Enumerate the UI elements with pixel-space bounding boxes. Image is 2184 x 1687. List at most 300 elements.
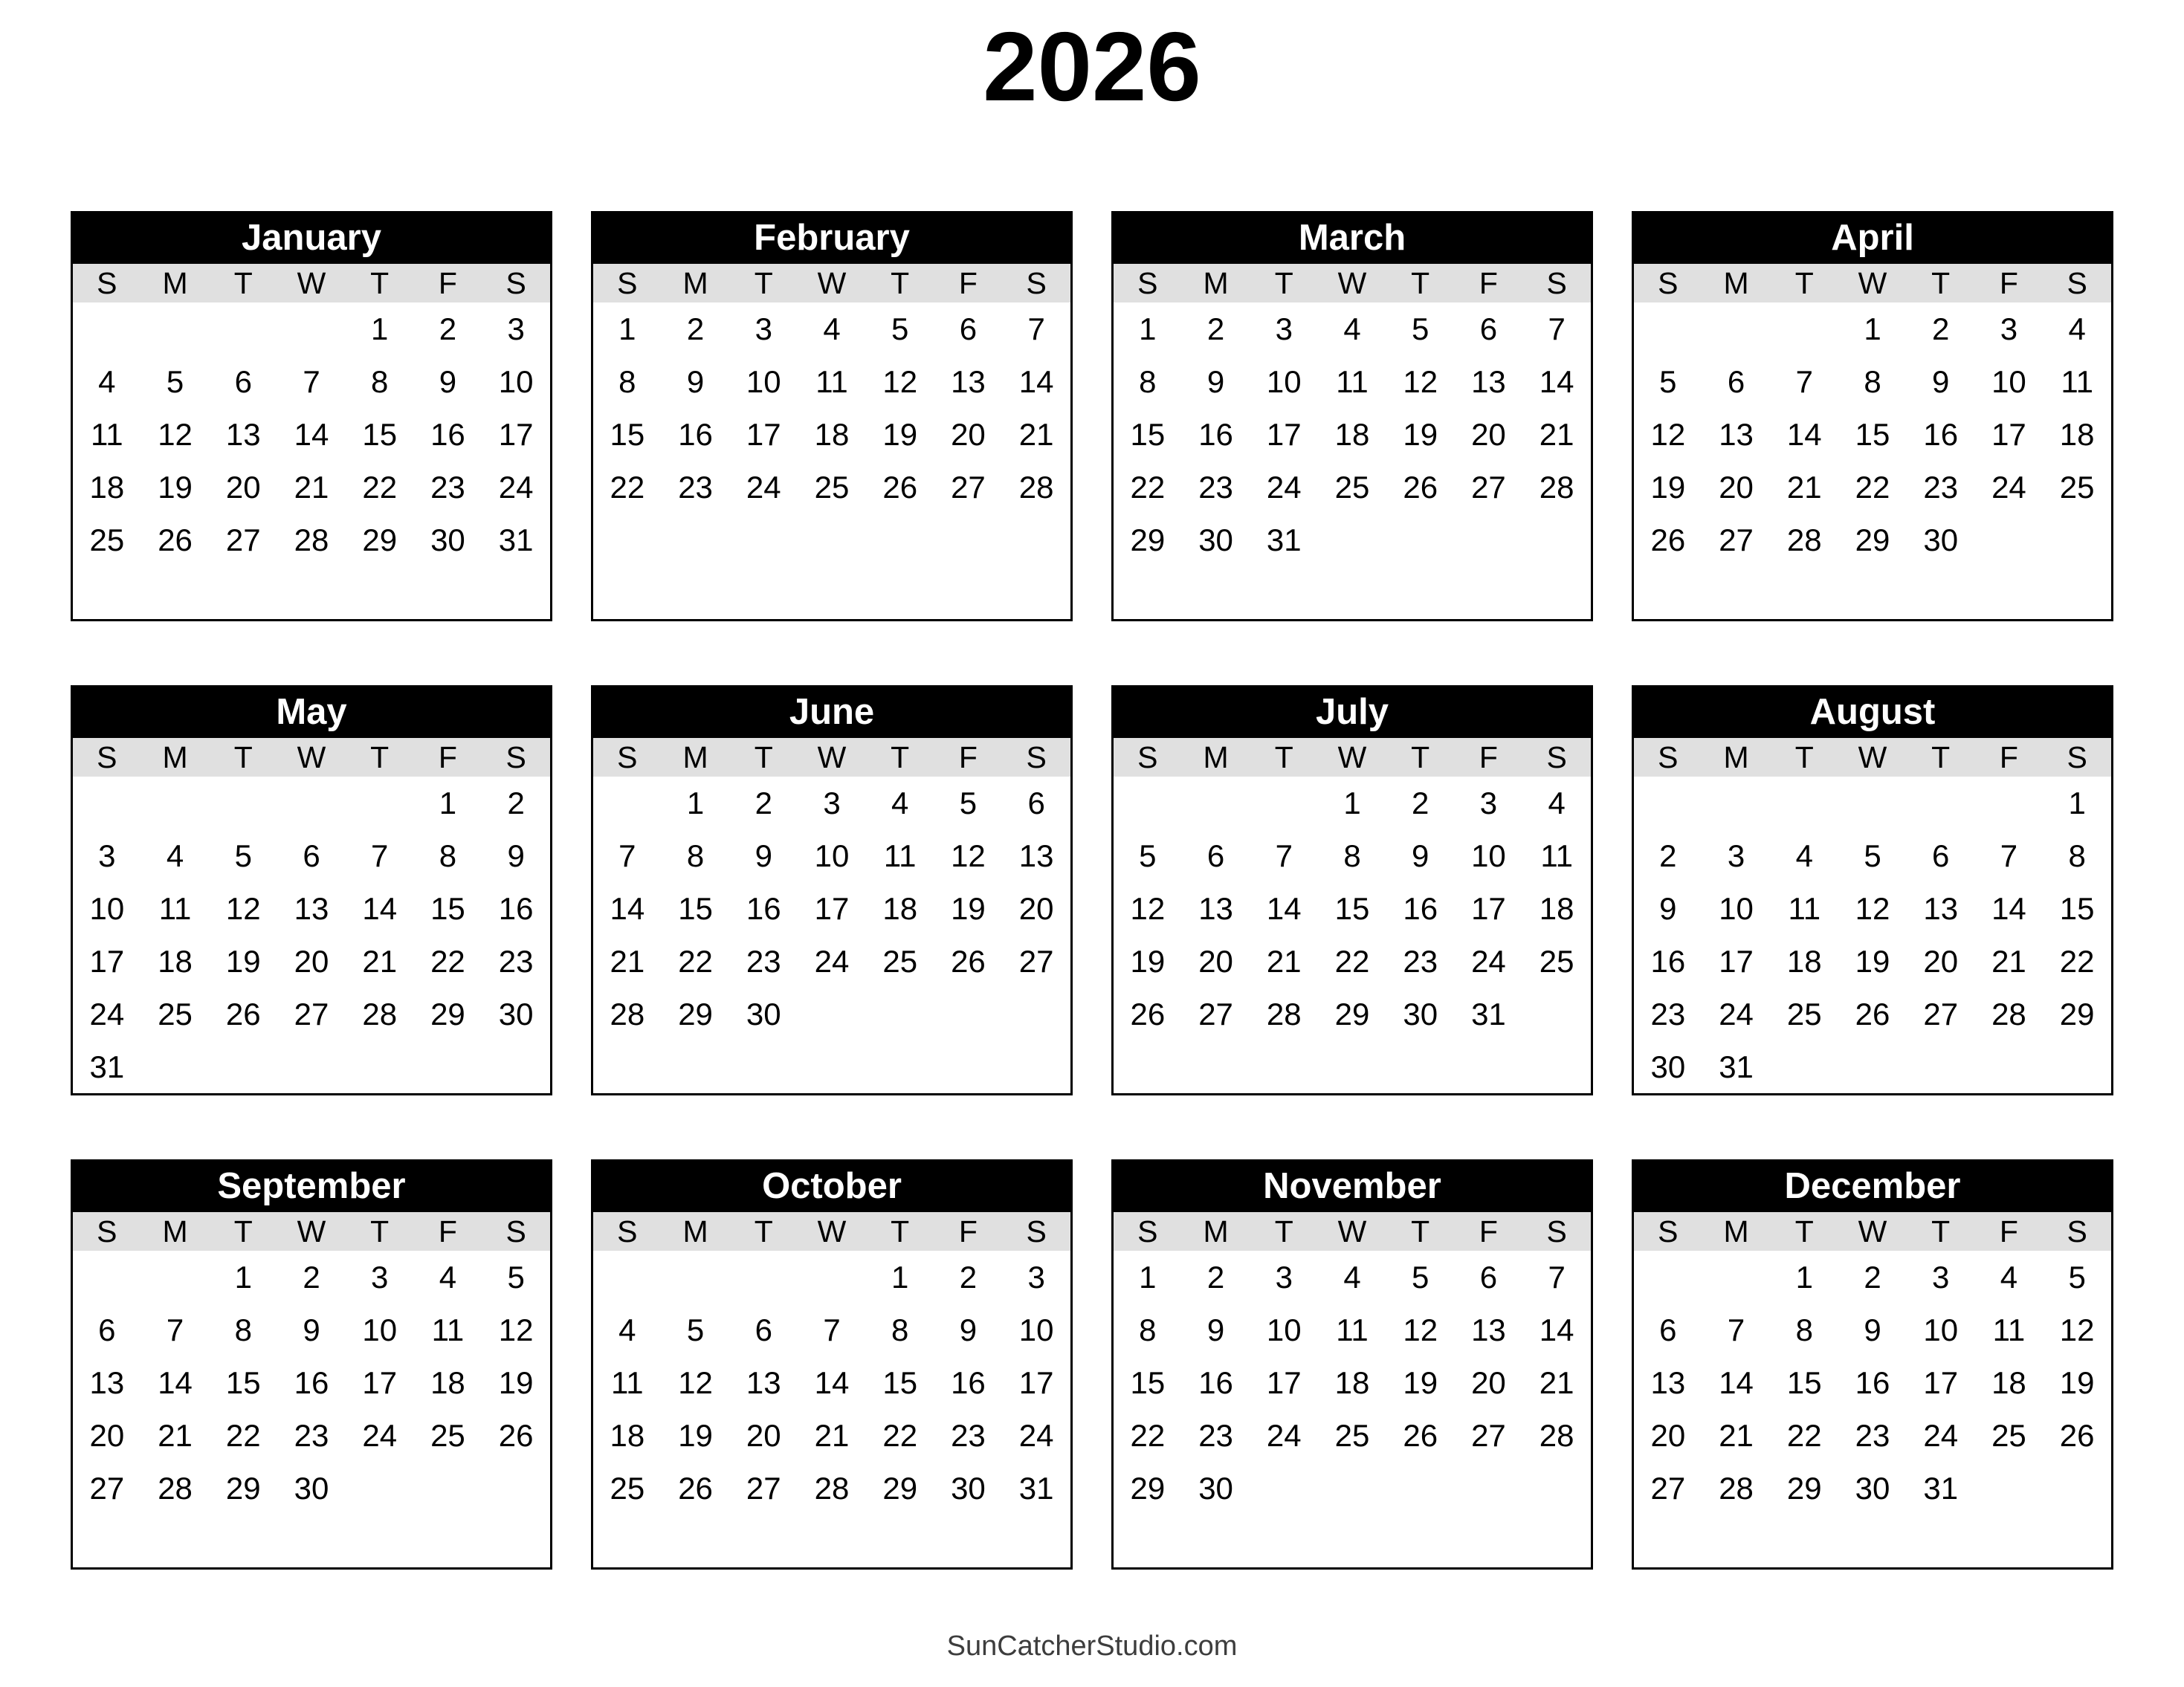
weekday-label: M <box>162 266 188 300</box>
weekday-label: S <box>1658 1214 1679 1249</box>
day-cell: 7 <box>1275 838 1293 873</box>
week-row <box>73 829 550 882</box>
day-cell: 4 <box>618 1312 636 1347</box>
day-cell: 14 <box>610 891 645 926</box>
day-cell: 13 <box>1471 1312 1506 1347</box>
day-cell: 29 <box>2059 997 2095 1032</box>
day-cell: 20 <box>746 1418 781 1453</box>
week-row <box>593 1409 1070 1462</box>
day-cell: 3 <box>1479 786 1498 820</box>
day-cell-empty <box>1838 1040 1907 1093</box>
weekday-label: S <box>617 740 638 774</box>
day-cell: 26 <box>1130 997 1166 1032</box>
day-cell: 19 <box>225 944 261 979</box>
month-title: December <box>1634 1162 2111 1212</box>
day-cell: 11 <box>1788 891 1821 926</box>
day-cell: 20 <box>951 417 986 452</box>
month-body <box>73 302 550 619</box>
weekday-label: W <box>297 740 326 774</box>
day-cell: 5 <box>1864 838 1881 873</box>
day-cell: 28 <box>1539 470 1574 505</box>
day-cell: 10 <box>498 364 534 399</box>
week-row <box>1634 355 2111 408</box>
day-cell: 14 <box>1786 417 1822 452</box>
day-cell: 2 <box>507 786 525 820</box>
weekday-label: W <box>1858 1214 1887 1249</box>
weekday-row <box>593 264 1070 302</box>
day-cell: 12 <box>678 1365 713 1400</box>
weekday-label: M <box>682 740 708 774</box>
day-cell: 2 <box>686 311 705 346</box>
day-cell: 2 <box>303 1260 320 1295</box>
day-cell: 6 <box>1932 838 1950 873</box>
day-cell-empty <box>1386 514 1455 566</box>
day-cell: 29 <box>430 997 465 1032</box>
weekday-row <box>1114 264 1591 302</box>
day-cell: 3 <box>1027 1260 1045 1295</box>
day-cell: 4 <box>439 1260 457 1295</box>
month-body <box>593 777 1070 1093</box>
day-cell-empty <box>2043 1462 2111 1515</box>
week-row <box>593 988 1070 1040</box>
day-cell: 23 <box>498 944 534 979</box>
week-row <box>73 935 550 988</box>
day-cell-empty <box>1770 302 1838 355</box>
day-cell: 5 <box>507 1260 525 1295</box>
day-cell: 4 <box>1795 838 1813 873</box>
weekday-label: S <box>1658 740 1679 774</box>
week-row <box>593 882 1070 935</box>
day-cell: 17 <box>814 891 850 926</box>
day-cell: 7 <box>1027 311 1045 346</box>
weekday-label: F <box>1999 1214 2018 1249</box>
week-row <box>1114 514 1591 566</box>
day-cell: 9 <box>1206 364 1225 399</box>
day-cell: 3 <box>1727 838 1745 873</box>
day-cell-empty <box>2043 514 2111 566</box>
day-cell: 2 <box>1864 1260 1881 1295</box>
day-cell: 25 <box>1991 1418 2026 1453</box>
day-cell: 19 <box>882 417 918 452</box>
week-row <box>73 1040 550 1093</box>
day-cell-empty <box>482 1462 550 1515</box>
day-cell: 17 <box>1719 944 1754 979</box>
day-cell: 19 <box>1403 1365 1438 1400</box>
day-cell: 25 <box>430 1418 465 1453</box>
week-row <box>1114 1462 1591 1515</box>
day-cell: 8 <box>1139 1312 1157 1347</box>
day-cell: 8 <box>1795 1312 1813 1347</box>
day-cell: 6 <box>1479 1260 1498 1295</box>
weekday-label: T <box>1931 1214 1951 1249</box>
weekday-label: W <box>297 1214 326 1249</box>
day-cell: 12 <box>225 891 261 926</box>
day-cell: 14 <box>362 891 398 926</box>
day-cell: 31 <box>89 1049 125 1084</box>
day-cell: 13 <box>746 1365 781 1400</box>
day-cell-empty <box>141 1040 210 1093</box>
week-row <box>1114 408 1591 461</box>
week-row <box>1634 408 2111 461</box>
day-cell: 28 <box>1719 1471 1754 1506</box>
day-cell: 7 <box>2000 838 2018 873</box>
day-cell-empty <box>1002 988 1070 1040</box>
weekday-label: W <box>1337 740 1367 774</box>
weekday-label: W <box>817 1214 847 1249</box>
month-body <box>1634 1251 2111 1567</box>
day-cell: 17 <box>1266 417 1302 452</box>
day-cell-empty <box>1634 777 1702 829</box>
weekday-label: W <box>817 740 847 774</box>
day-cell: 28 <box>158 1471 193 1506</box>
day-cell: 10 <box>1991 364 2026 399</box>
week-row <box>73 1356 550 1409</box>
day-cell: 18 <box>610 1418 645 1453</box>
weekday-label: F <box>1479 1214 1498 1249</box>
day-cell: 30 <box>1923 522 1959 557</box>
day-cell: 26 <box>158 522 193 557</box>
day-cell: 26 <box>678 1471 713 1506</box>
day-cell: 23 <box>430 470 465 505</box>
weekday-label: F <box>1999 740 2018 774</box>
weekday-label: T <box>233 1214 253 1249</box>
day-cell: 12 <box>1855 891 1890 926</box>
month-february <box>591 211 1073 621</box>
day-cell: 10 <box>1719 891 1754 926</box>
day-cell: 6 <box>755 1312 772 1347</box>
week-row <box>593 1251 1070 1304</box>
day-cell: 17 <box>1471 891 1506 926</box>
day-cell-empty <box>1182 777 1250 829</box>
month-body <box>1114 1251 1591 1567</box>
day-cell: 22 <box>678 944 713 979</box>
day-cell: 2 <box>439 311 457 346</box>
weekday-row <box>1634 738 2111 777</box>
day-cell: 5 <box>1412 1260 1429 1295</box>
month-body <box>1634 777 2111 1093</box>
month-march <box>1111 211 1593 621</box>
weekday-label: S <box>97 1214 117 1249</box>
day-cell: 25 <box>2059 470 2095 505</box>
week-row <box>593 302 1070 355</box>
weekday-label: T <box>1794 740 1814 774</box>
month-title: July <box>1114 687 1591 738</box>
week-row <box>73 1409 550 1462</box>
week-row <box>1114 355 1591 408</box>
day-cell: 17 <box>1991 417 2026 452</box>
day-cell: 30 <box>746 997 781 1032</box>
day-cell: 22 <box>882 1418 918 1453</box>
day-cell: 27 <box>746 1471 781 1506</box>
day-cell: 12 <box>1403 1312 1438 1347</box>
day-cell-empty <box>1975 514 2044 566</box>
day-cell: 29 <box>1334 997 1370 1032</box>
day-cell: 3 <box>823 786 841 820</box>
weekday-label: T <box>891 1214 910 1249</box>
day-cell: 27 <box>1923 997 1959 1032</box>
day-cell: 23 <box>1650 997 1686 1032</box>
day-cell: 18 <box>814 417 850 452</box>
day-cell: 2 <box>755 786 772 820</box>
day-cell-empty <box>346 1462 414 1515</box>
weekday-row <box>1114 1212 1591 1251</box>
weekday-label: S <box>1137 266 1158 300</box>
week-row <box>1634 1462 2111 1515</box>
day-cell: 25 <box>1334 1418 1370 1453</box>
weekday-label: T <box>370 266 390 300</box>
day-cell: 10 <box>1266 364 1302 399</box>
day-cell: 16 <box>1198 1365 1233 1400</box>
week-row <box>1114 935 1591 988</box>
week-row <box>1634 1251 2111 1304</box>
day-cell: 21 <box>1539 417 1574 452</box>
day-cell: 4 <box>2000 1260 2018 1295</box>
day-cell: 22 <box>1130 1418 1166 1453</box>
weekday-label: W <box>1858 266 1887 300</box>
day-cell: 9 <box>686 364 705 399</box>
day-cell: 15 <box>225 1365 261 1400</box>
day-cell: 20 <box>89 1418 125 1453</box>
day-cell: 28 <box>610 997 645 1032</box>
day-cell: 20 <box>225 470 261 505</box>
week-row <box>1634 461 2111 514</box>
day-cell: 11 <box>1992 1312 2026 1347</box>
week-row <box>73 302 550 355</box>
day-cell: 4 <box>2068 311 2086 346</box>
day-cell: 3 <box>2000 311 2018 346</box>
weekday-label: S <box>1546 266 1567 300</box>
day-cell-empty <box>1702 777 1771 829</box>
day-cell: 26 <box>498 1418 534 1453</box>
day-cell: 22 <box>225 1418 261 1453</box>
day-cell: 7 <box>303 364 320 399</box>
month-title: February <box>593 213 1070 264</box>
day-cell: 12 <box>1650 417 1686 452</box>
week-row <box>1114 1409 1591 1462</box>
day-cell: 21 <box>158 1418 193 1453</box>
day-cell: 7 <box>1727 1312 1745 1347</box>
day-cell: 27 <box>1198 997 1233 1032</box>
day-cell: 17 <box>362 1365 398 1400</box>
month-august <box>1632 685 2113 1095</box>
day-cell: 7 <box>371 838 389 873</box>
day-cell: 9 <box>1412 838 1429 873</box>
day-cell: 14 <box>1018 364 1054 399</box>
day-cell: 26 <box>951 944 986 979</box>
day-cell: 18 <box>158 944 193 979</box>
week-row <box>593 355 1070 408</box>
weekday-row <box>1634 1212 2111 1251</box>
day-cell: 17 <box>1018 1365 1054 1400</box>
day-cell: 29 <box>1786 1471 1822 1506</box>
day-cell: 4 <box>1343 311 1361 346</box>
day-cell: 9 <box>1659 891 1677 926</box>
day-cell: 15 <box>882 1365 918 1400</box>
week-row <box>593 461 1070 514</box>
weekday-row <box>1114 738 1591 777</box>
week-row <box>73 988 550 1040</box>
day-cell: 18 <box>882 891 918 926</box>
day-cell: 14 <box>814 1365 850 1400</box>
day-cell: 10 <box>746 364 781 399</box>
weekday-label: S <box>1026 266 1047 300</box>
day-cell: 1 <box>1343 786 1361 820</box>
month-title: August <box>1634 687 2111 738</box>
week-row <box>1114 829 1591 882</box>
day-cell: 1 <box>618 311 636 346</box>
day-cell: 20 <box>1471 417 1506 452</box>
day-cell: 10 <box>1266 1312 1302 1347</box>
day-cell-empty <box>1770 777 1838 829</box>
day-cell: 25 <box>158 997 193 1032</box>
weekday-label: T <box>233 740 253 774</box>
month-body <box>593 302 1070 619</box>
week-row <box>1114 882 1591 935</box>
day-cell: 7 <box>1548 311 1566 346</box>
day-cell: 13 <box>1471 364 1506 399</box>
day-cell: 17 <box>746 417 781 452</box>
day-cell-empty <box>73 1251 141 1304</box>
day-cell: 15 <box>1855 417 1890 452</box>
day-cell: 1 <box>686 786 705 820</box>
day-cell: 5 <box>234 838 252 873</box>
day-cell-empty <box>73 777 141 829</box>
day-cell: 5 <box>166 364 184 399</box>
month-body <box>1114 777 1591 1093</box>
day-cell: 25 <box>1786 997 1822 1032</box>
day-cell: 28 <box>362 997 398 1032</box>
day-cell: 23 <box>1855 1418 1890 1453</box>
weekday-label: W <box>1858 740 1887 774</box>
day-cell: 20 <box>1198 944 1233 979</box>
weekday-label: T <box>1411 1214 1430 1249</box>
day-cell: 15 <box>1130 1365 1166 1400</box>
month-september <box>71 1159 552 1570</box>
day-cell: 21 <box>1018 417 1054 452</box>
day-cell: 16 <box>951 1365 986 1400</box>
day-cell: 29 <box>225 1471 261 1506</box>
footer-website-text: SunCatcherStudio.com <box>946 1631 1238 1662</box>
week-row <box>73 882 550 935</box>
day-cell: 24 <box>1018 1418 1054 1453</box>
week-row <box>1114 461 1591 514</box>
day-cell: 13 <box>1198 891 1233 926</box>
month-title: September <box>73 1162 550 1212</box>
weekday-label: F <box>438 1214 457 1249</box>
day-cell-empty <box>1318 1462 1386 1515</box>
day-cell: 17 <box>89 944 125 979</box>
day-cell: 1 <box>439 786 457 820</box>
weekday-label: T <box>1794 266 1814 300</box>
day-cell: 6 <box>1206 838 1225 873</box>
day-cell: 3 <box>98 838 116 873</box>
weekday-label: S <box>97 266 117 300</box>
day-cell: 10 <box>1018 1312 1054 1347</box>
month-april <box>1632 211 2113 621</box>
day-cell: 4 <box>891 786 909 820</box>
weekday-label: T <box>370 1214 390 1249</box>
day-cell: 28 <box>1991 997 2026 1032</box>
day-cell: 15 <box>610 417 645 452</box>
day-cell: 4 <box>166 838 184 873</box>
day-cell: 1 <box>1864 311 1881 346</box>
day-cell: 27 <box>1018 944 1054 979</box>
day-cell: 27 <box>225 522 261 557</box>
day-cell: 27 <box>1719 522 1754 557</box>
weekday-label: F <box>958 266 978 300</box>
day-cell: 14 <box>294 417 329 452</box>
weekday-label: M <box>1203 740 1229 774</box>
day-cell: 5 <box>959 786 978 820</box>
day-cell: 29 <box>678 997 713 1032</box>
day-cell-empty <box>593 777 662 829</box>
day-cell-empty <box>798 988 866 1040</box>
day-cell: 15 <box>678 891 713 926</box>
day-cell: 30 <box>1855 1471 1890 1506</box>
day-cell-empty <box>1634 302 1702 355</box>
day-cell: 2 <box>1412 786 1429 820</box>
day-cell: 13 <box>1719 417 1754 452</box>
day-cell: 17 <box>1266 1365 1302 1400</box>
day-cell: 21 <box>294 470 329 505</box>
day-cell: 8 <box>1139 364 1157 399</box>
weekday-label: S <box>505 1214 526 1249</box>
day-cell: 21 <box>1719 1418 1754 1453</box>
day-cell: 14 <box>1539 364 1574 399</box>
day-cell: 24 <box>746 470 781 505</box>
day-cell: 25 <box>814 470 850 505</box>
day-cell: 13 <box>951 364 986 399</box>
day-cell: 5 <box>1659 364 1677 399</box>
week-row <box>1634 1409 2111 1462</box>
day-cell: 11 <box>1540 838 1573 873</box>
day-cell: 21 <box>1991 944 2026 979</box>
day-cell: 13 <box>294 891 329 926</box>
day-cell: 11 <box>1336 364 1369 399</box>
day-cell: 4 <box>1343 1260 1361 1295</box>
weekday-label: T <box>1931 266 1951 300</box>
day-cell: 4 <box>823 311 841 346</box>
day-cell-empty <box>1975 1040 2044 1093</box>
weekday-label: F <box>1479 740 1498 774</box>
day-cell-empty <box>1838 777 1907 829</box>
day-cell-empty <box>2043 1040 2111 1093</box>
day-cell-empty <box>209 1040 277 1093</box>
day-cell: 3 <box>1275 311 1293 346</box>
day-cell: 12 <box>2059 1312 2095 1347</box>
day-cell: 27 <box>1650 1471 1686 1506</box>
day-cell: 5 <box>1412 311 1429 346</box>
day-cell: 2 <box>1659 838 1677 873</box>
day-cell: 25 <box>1539 944 1574 979</box>
day-cell: 1 <box>891 1260 909 1295</box>
weekday-label: W <box>1337 266 1367 300</box>
day-cell: 16 <box>1650 944 1686 979</box>
day-cell: 24 <box>362 1418 398 1453</box>
day-cell: 3 <box>371 1260 389 1295</box>
day-cell: 15 <box>1334 891 1370 926</box>
day-cell: 13 <box>1923 891 1959 926</box>
week-row <box>73 514 550 566</box>
day-cell: 4 <box>1548 786 1566 820</box>
day-cell: 8 <box>686 838 705 873</box>
day-cell-empty <box>729 1251 798 1304</box>
week-row <box>1634 988 2111 1040</box>
day-cell: 28 <box>294 522 329 557</box>
day-cell: 2 <box>959 1260 978 1295</box>
day-cell: 27 <box>89 1471 125 1506</box>
day-cell: 30 <box>1198 1471 1233 1506</box>
